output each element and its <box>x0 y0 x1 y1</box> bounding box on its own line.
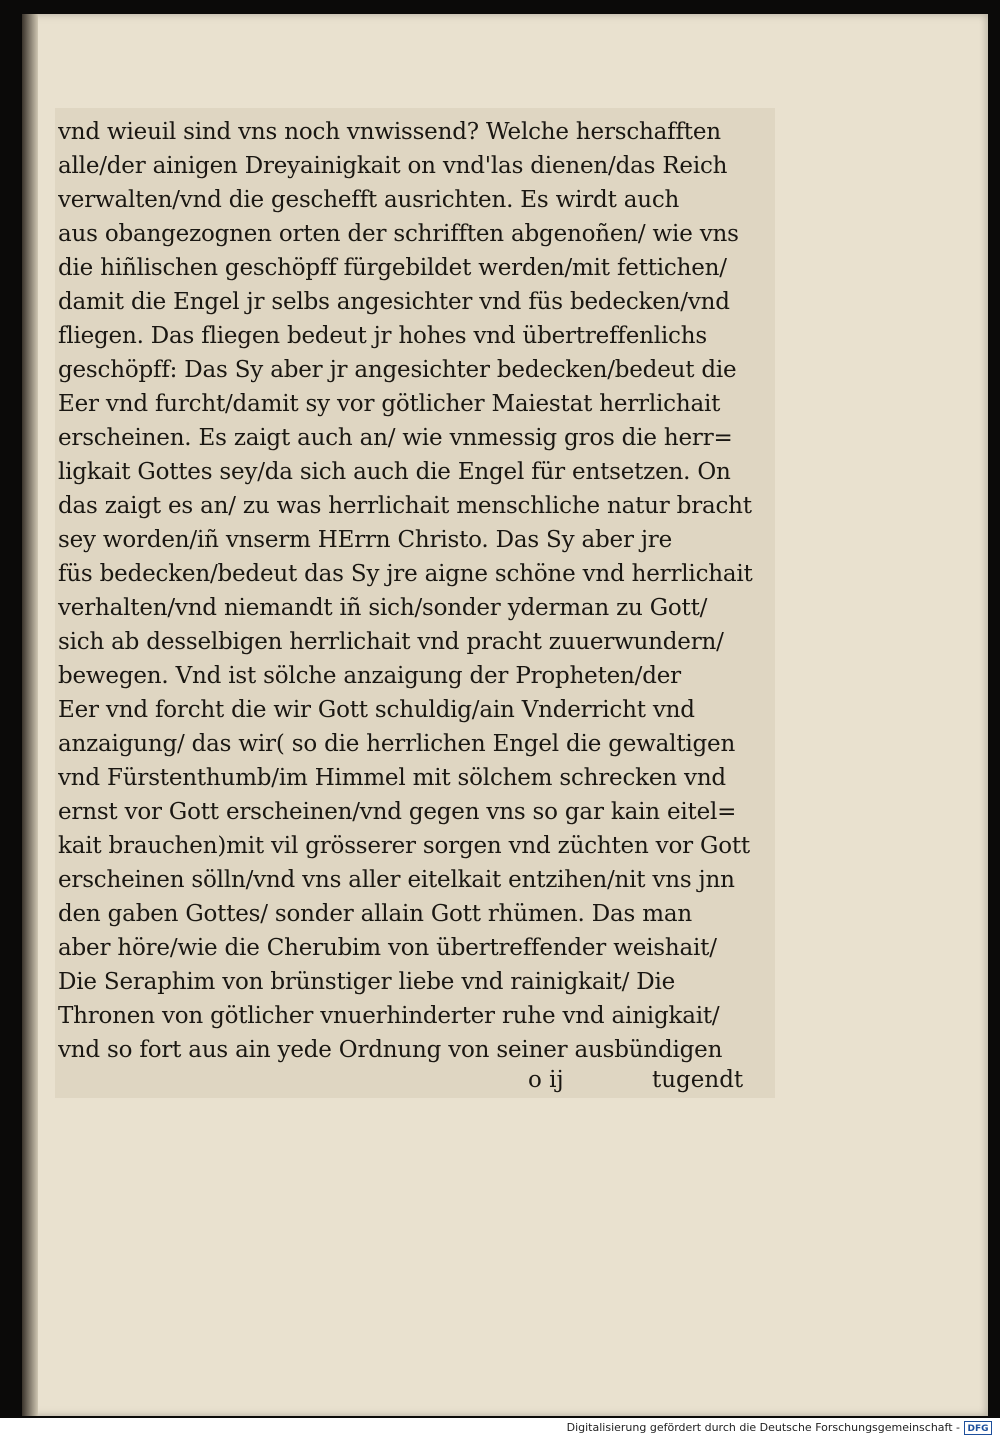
text-line: vnd wieuil sind vns noch vnwissend? Welche herschafften <box>58 119 721 145</box>
text-line: ligkait Gottes sey/da sich auch die Engel für entsetzen. On <box>58 459 731 485</box>
text-line: den gaben Gottes/ sonder allain Gott rhümen. Das man <box>58 901 692 927</box>
text-line: anzaigung/ das wir( so die herrlichen Engel die gewaltigen <box>58 731 736 757</box>
text-line: erscheinen. Es zaigt auch an/ wie vnmessig gros die herr= <box>58 425 733 451</box>
text-line: bewegen. Vnd ist sölche anzaigung der Propheten/der <box>58 663 681 689</box>
text-line: ernst vor Gott erscheinen/vnd gegen vns so gar kain eitel= <box>58 799 737 825</box>
text-line: fliegen. Das fliegen bedeut jr hohes vnd übertreffenlichs <box>58 323 707 349</box>
text-line: aus obangezognen orten der schrifften abgenoñen/ wie vns <box>58 221 739 247</box>
text-line: Die Seraphim von brünstiger liebe vnd rainigkait/ Die <box>58 969 676 995</box>
catchword: tugendt <box>652 1067 744 1093</box>
text-line: füs bedecken/bedeut das Sy jre aigne schöne vnd herrlichait <box>58 561 753 587</box>
text-line: sich ab desselbigen herrlichait vnd pracht zuuerwundern/ <box>58 629 724 655</box>
text-line: damit die Engel jr selbs angesichter vnd füs bedecken/vnd <box>58 289 730 315</box>
text-line: alle/der ainigen Dreyainigkait on vnd'las dienen/das Reich <box>58 153 728 179</box>
text-line: Eer vnd forcht die wir Gott schuldig/ain Vnderricht vnd <box>58 697 695 723</box>
text-line: die hiñlischen geschöpff fürgebildet werden/mit fettichen/ <box>58 255 727 281</box>
text-line: das zaigt es an/ zu was herrlichait menschliche natur bracht <box>58 493 752 519</box>
text-line: verwalten/vnd die geschefft ausrichten. Es wirdt auch <box>58 187 680 213</box>
page-gutter <box>22 14 38 1416</box>
text-line: erscheinen sölln/vnd vns aller eitelkait entzihen/nit vns jnn <box>58 867 735 893</box>
text-line: aber höre/wie die Cherubim von übertreffender weishait/ <box>58 935 717 961</box>
signature-mark: o ij <box>528 1067 564 1093</box>
text-line: Thronen von götlicher vnuerhinderter ruhe vnd ainigkait/ <box>58 1003 720 1029</box>
text-line: sey worden/iñ vnserm HErrn Christo. Das Sy aber jre <box>58 527 673 553</box>
funding-credit: Digitalisierung gefördert durch die Deutsche Forschungsgemeinschaft - <box>566 1421 960 1434</box>
text-line: Eer vnd furcht/damit sy vor götlicher Maiestat herrlichait <box>58 391 721 417</box>
text-line: vnd so fort aus ain yede Ordnung von seiner ausbündigen <box>58 1037 723 1063</box>
text-line: vnd Fürstenthumb/im Himmel mit sölchem schrecken vnd <box>58 765 726 791</box>
footer-bar <box>0 1418 1000 1439</box>
text-line: kait brauchen)mit vil grösserer sorgen vnd züchten vor Gott <box>58 833 750 859</box>
text-line: geschöpff: Das Sy aber jr angesichter bedecken/bedeut die <box>58 357 737 383</box>
text-line: verhalten/vnd niemandt iñ sich/sonder yderman zu Gott/ <box>58 595 708 621</box>
dfg-logo: DFG <box>964 1421 992 1435</box>
